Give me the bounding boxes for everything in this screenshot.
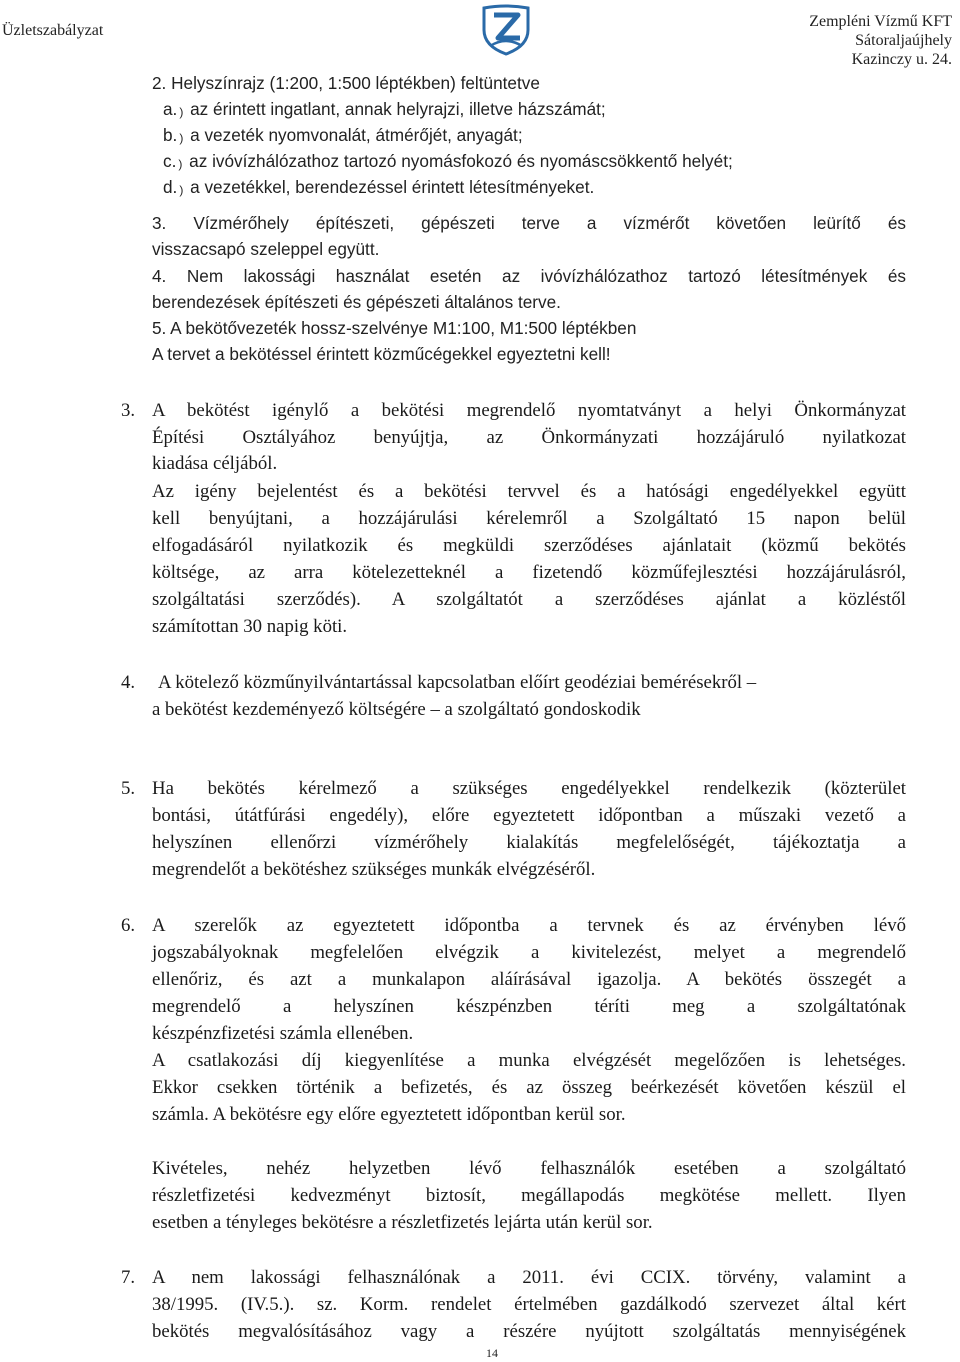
item-5-line-2: A tervet a bekötéssel érintett közműcégekkel egyeztetni kell! xyxy=(152,344,611,364)
company-name: Zempléni Vízmű KFT xyxy=(809,13,952,30)
paragraph-line: számla. A bekötésre egy előre egyeztetett időpontban kerül sor. xyxy=(152,1104,626,1125)
section-3-number: 3. xyxy=(121,400,136,421)
section-7-number: 7. xyxy=(121,1267,136,1288)
paragraph-line: A csatlakozási díj kiegyenlítése a munka elvégzését megelőzően is lehetséges. xyxy=(152,1050,906,1071)
paragraph-line: Építési Osztályához benyújtja, az Önkormányzati hozzájáruló nyilatkozat xyxy=(152,427,906,448)
paragraph-line: ellenőriz, és azt a munkalapon aláírásával igazolja. A bekötés összegét a xyxy=(152,969,906,990)
page-number: 14 xyxy=(486,1346,498,1360)
exception-line: esetben a tényleges bekötésre a részletfizetés lejárta után kerül sor. xyxy=(152,1212,653,1233)
section-4-number: 4. xyxy=(121,672,136,693)
item-4-line-1: 4. Nem lakossági használat esetén az ivóvízhálózathoz tartozó létesítmények és xyxy=(152,266,906,286)
paragraph-line: A kötelező közműnyilvántartással kapcsolatban előírt geodéziai bemérésekről – xyxy=(158,672,757,693)
item-3-line-1: 3. Vízmérőhely építészeti, gépészeti terve a vízmérőt követően leürítő és xyxy=(152,213,906,233)
sub-item-b: b. ) a vezeték nyomvonalát, átmérőjét, anyagát; xyxy=(163,125,523,145)
section-5-number: 5. xyxy=(121,778,136,799)
paragraph-line: Ekkor csekken történik a befizetés, és az összeg beérkezését követően készül el xyxy=(152,1077,906,1098)
paragraph-line: készpénzfizetési számla ellenében. xyxy=(152,1023,414,1044)
section-6-number: 6. xyxy=(121,915,136,936)
paragraph-line: megrendelőt a bekötéshez szükséges munkák elvégzéséről. xyxy=(152,859,596,880)
paragraph-line: a bekötést kezdeményező költségére – a szolgáltató gondoskodik xyxy=(152,699,641,720)
paragraph-line: elfogadásáról nyilatkozik és megküldi szerződéses ajánlatait (közmű bekötés xyxy=(152,535,906,556)
paragraph-line: bontási, útátfúrási engedély), előre egyeztetett időpontban a műszaki vezető a xyxy=(152,805,906,826)
company-address xyxy=(809,12,952,69)
paragraph-line: A szerelők az egyeztetett időpontba a tervnek és az érvényben lévő xyxy=(152,915,906,936)
paragraph-line: számítottan 30 napig köti. xyxy=(152,616,348,637)
paragraph-line: Az igény bejelentést és a bekötési tervvel és a hatósági engedélyekkel együtt xyxy=(152,481,906,502)
paragraph-line: kell benyújtani, a hozzájárulási kérelemről a Szolgáltató 15 napon belül xyxy=(152,508,906,529)
paragraph-line: Ha bekötés kérelmező a szükséges engedélyekkel rendelkezik (közterület xyxy=(152,778,906,799)
company-city: Sátoraljaújhely xyxy=(855,32,952,49)
paragraph-line: megrendelő a helyszínen készpénzben téríti meg a szolgáltatónak xyxy=(152,996,906,1017)
paragraph-line: kiadása céljából. xyxy=(152,453,278,474)
paragraph-line: költsége, az arra kötelezetteknél a fizetendő közműfejlesztési hozzájárulásról, xyxy=(152,562,906,583)
item-4-line-2: berendezések építészeti és gépészeti általános terve. xyxy=(152,292,561,312)
paragraph-line: A bekötést igénylő a bekötési megrendelő nyomtatványt a helyi Önkormányzat xyxy=(152,400,906,421)
company-street: Kazinczy u. 24. xyxy=(851,51,952,68)
paragraph-line: bekötés megvalósításához vagy a részére nyújtott szolgáltatás mennyiségének xyxy=(152,1321,906,1342)
document-title: Üzletszabályzat xyxy=(2,22,104,39)
sub-item-a: a. ) az érintett ingatlant, annak helyrajzi, illetve házszámát; xyxy=(163,99,606,119)
item-3-line-2: visszacsapó szeleppel együtt. xyxy=(152,239,380,259)
company-logo-icon xyxy=(478,2,534,56)
exception-line: Kivételes, nehéz helyzetben lévő felhasználók esetében a szolgáltató xyxy=(152,1158,906,1179)
sub-item-d: d. ) a vezetékkel, berendezéssel érintett létesítményeket. xyxy=(163,177,595,197)
paragraph-line: szolgáltatási szerződés). A szolgáltatót a szerződéses ajánlat a közléstől xyxy=(152,589,906,610)
sub-item-c: c. ) az ivóvízhálózathoz tartozó nyomásfokozó és nyomáscsökkentő helyét; xyxy=(163,151,733,171)
paragraph-line: helyszínen ellenőrzi vízmérőhely kialakítás megfelelőségét, tájékoztatja a xyxy=(152,832,906,853)
paragraph-line: jogszabályoknak megfelelően elvégzik a kivitelezést, melyet a megrendelő xyxy=(152,942,906,963)
paragraph-line: A nem lakossági felhasználónak a 2011. évi CCIX. törvény, valamint a xyxy=(152,1267,906,1288)
item-5-line-1: 5. A bekötővezeték hossz-szelvénye M1:100, M1:500 léptékben xyxy=(152,318,637,338)
paragraph-line: 38/1995. (IV.5.). sz. Korm. rendelet értelmében gazdálkodó szervezet által kért xyxy=(152,1294,906,1315)
exception-line: részletfizetési kedvezményt biztosít, megállapodás megkötése mellett. Ilyen xyxy=(152,1185,906,1206)
item-2-heading: 2. Helyszínrajz (1:200, 1:500 léptékben) feltüntetve xyxy=(152,73,540,93)
